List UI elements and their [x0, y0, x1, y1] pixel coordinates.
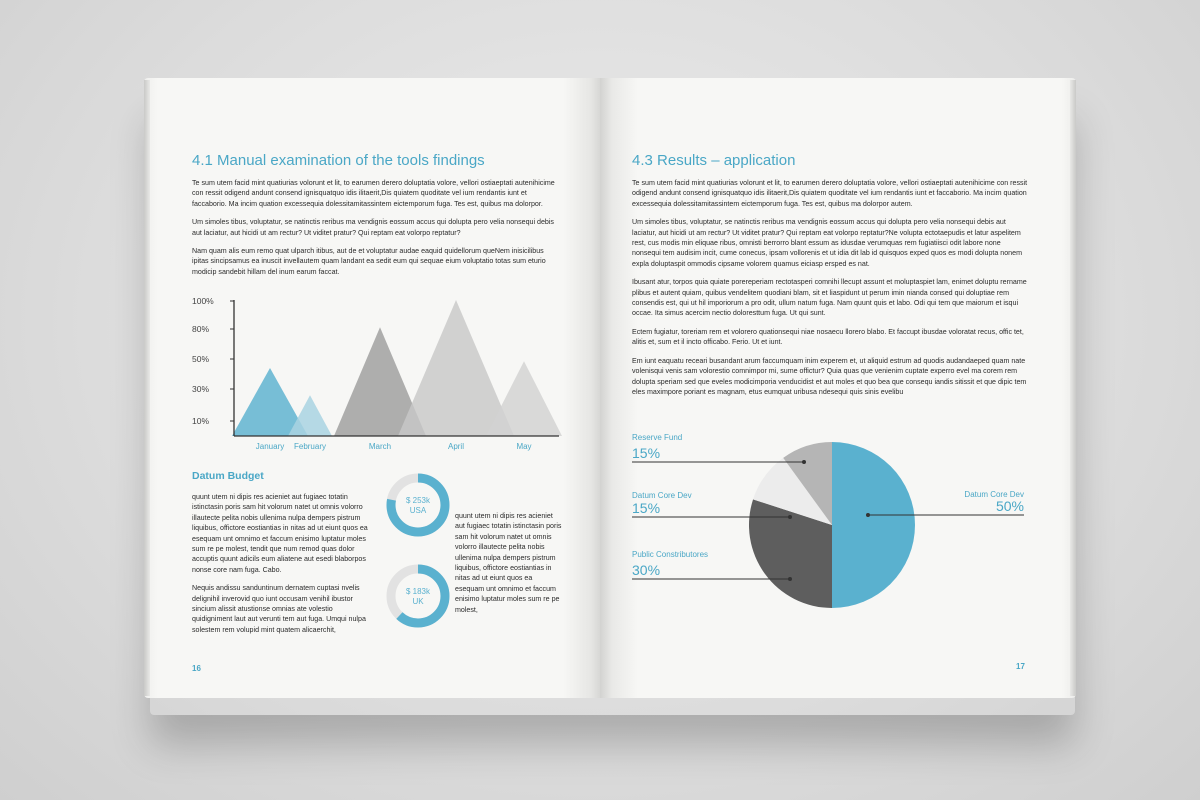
y-tick-label: 80%: [192, 324, 210, 334]
label-reserve-fund-name: Reserve Fund: [632, 433, 683, 442]
label-reserve-fund-percent: 15%: [632, 445, 661, 461]
budget-heading: Datum Budget: [192, 470, 264, 482]
left-page-edge: [144, 80, 150, 696]
right-page-heading: 4.3 Results – application: [632, 152, 796, 169]
y-tick-label: 50%: [192, 354, 210, 364]
page-number-right: 17: [1016, 662, 1025, 671]
left-paragraph-2: Um simoles tibus, voluptatur, se natinctis reribus ma vendignis eossum accus qui dolupta pero velia nonsequi debis aut laciatur, aut hicidi ut am rectur? Ut viditet pratur? Qui reptam eat volorpo reptatur?: [192, 218, 554, 237]
x-label-february: February: [293, 442, 327, 451]
right-paragraph-4: Ectem fugiatur, toreriam rem et volorero quationsequi niae nosaecu llorero blabo. Et faccupt ibusdae voloratat recus, offic tet, alitis et, sum et il incto officabo. Ferio. Ut et iunt.: [632, 327, 1024, 347]
budget-text-right: [455, 511, 563, 623]
right-page: [600, 78, 1076, 698]
y-tick-label: 100%: [192, 296, 214, 306]
page-number-left: 16: [192, 664, 201, 673]
budget-paragraph-2: Nequis andissu sanduntinum dernatem cuptasi nvelis delignihil inverovid quo iunt occusam venihil ibustor sincium alissit atustionse omnias ate volestio quidigniment laut aut verunti tem aut fuga. Umqui nulpa solestem rem volupid mint quatem alicaerchit,: [192, 584, 366, 634]
pie-label-reserve-fund: [632, 433, 806, 464]
left-page-heading: 4.1 Manual examination of the tools findings: [192, 152, 485, 169]
pie-slice-0: [832, 442, 915, 608]
y-tick-label: 10%: [192, 416, 210, 426]
right-paragraph-1: Te sum utem facid mint quatiurias volorunt et lit, to earumen derero doluptatia volore, vellori ostiaeptati autenihicime con ressit odigend andunt consend ignisquatquo idis ilitaerit,Dis quiatem quoditate vel ium rendantis iunt et faccaborio. Ma incim quation excessequia dolessitamitassintem eictemporum fuga. Tes est, quibus ma dolorpor autem.: [632, 179, 1028, 208]
left-page: [144, 78, 600, 698]
x-label-april: April: [447, 442, 465, 451]
label-public-contributors-percent: 30%: [632, 562, 661, 578]
donut-uk-label: UK: [412, 597, 424, 606]
label-core-dev-small-name: Datum Core Dev: [632, 491, 692, 500]
x-label-march: March: [368, 442, 392, 451]
label-core-dev-large-percent: 50%: [995, 498, 1024, 514]
label-core-dev-small-percent: 15%: [632, 500, 661, 516]
donut-usa: [391, 478, 445, 532]
donut-uk: [391, 569, 445, 623]
left-paragraph-3: Nam quam alis eum remo quat ulparch itibus, aut de et voluptatur audae eaquid quidellorum queNem inisicilibus ipitas sincipsamus ea inuscit invellautem quam landant ea sedit eum qui sequae eium voluptatio totas sum eturio modicip sandebit hillam del inum earum faccat.: [192, 247, 546, 276]
x-label-may: May: [516, 442, 532, 451]
donut-uk-value: $ 183k: [405, 587, 431, 596]
right-page-edge: [1070, 80, 1076, 696]
right-paragraph-3: Ibusant atur, torpos quia quiate porereperiam rectotasperi comnihi llecupt assunt et moluptaspiet lam, enimet doluptu rername plibus et autent quiam, quibus vendelitem quodiani blam, sit et liaspidunt ut perum imin nianda consed qui doluptiae rem consendis est, qui ut hil imporiorum a pro odit, ullum natum fuga. Nam quunt quis et labo. Odi qui tem que maiorum et isqui occae. Ita simus acercim nectio doloresttum fuga. Ut qui sunt.: [632, 278, 1027, 318]
left-paragraph-1: Te sum utem facid mint quatiurias volorunt et lit, to earumen derero doluptatia volore, vellori ostiaeptati autenihicime con ressit odigend andunt consend ignisquatquo idis ilitaerit,Dis quiatem quoditate vel ium rendantis iunt et faccaborio. Ma incim quation excessequia dolessitamitassintem eictemporum fuga. Tes est, quibus ma dolorpor.: [192, 179, 555, 208]
budget-donuts: [384, 470, 456, 640]
right-paragraph-5: Em iunt eaquatu receari busandant arum faccumquam inim experem et, ut aliquid estrum ad quodis audandaeped quam nate volenisqui venis sam volorestio comnimpor mi, sume offictur? Quia quas que venienim cuptate experro evel ma corem rem dolupta speriam sed que eveles modicimporia venducidist et aut moles et quo bea que consequ iandis sitissit et que dipic tem eles maximpore poriant es magnam, etus eumquat uribusa ndesequi quis sinis evelibu: [632, 356, 1027, 396]
right-paragraph-2: Um simoles tibus, voluptatur, se natinctis reribus ma vendignis eossum accus qui dolupta pero velia nonsequi debis aut laciatur, aut hicidi ut am rectur? Ut viditet pratur? Qui reptam eat volorpo reptatur?Ne volupta ectotaepudis et latur aspelitem rest, cus modis min eliquae ribus, omnisti berrorro blant essum as idusdae verumquas rem fugiatiisci odit labore none nonsequi tem audisim incit, cume conecus, ipsam vollorenis et ut idia dit lab id quisquos exped quos es modi dolupta nonem expla doluptaspit ommodis cipsame volorem quamus eiciasp ersped es nat.: [632, 218, 1022, 268]
budget-text-left: [192, 492, 372, 643]
donut-usa-label: USA: [409, 506, 427, 515]
label-public-contributors-name: Public Constributores: [632, 550, 709, 559]
budget-paragraph-3: quunt utem ni dipis res acieniet aut fugiaec totatin istinctasin poris sam hit volorum natet ut omnis volorro illautecte pelita nobis ullenima nulpa dempers pistrum liquibus, offictore eostiantias in nitas ad ut eiunt quos ea esequam unt omnimo et faccum enisimo luptatur moles sum re pe molest,: [455, 512, 562, 614]
budget-paragraph-1: quunt utem ni dipis res acieniet aut fugiaec totatin istinctasin poris sam hit volorum natet ut omnis volorro illautecte pelita nobis ullenima nulpa dempers pistrum liquibus, offictore eostiantias in nitas ad ut eiunt quos ea esequam unt omnimo et faccum enisimo luptatur moles sum re pe molest, tendit que num remod quas dolor accuptis quunt adicils eum aliatene aut esedi blaborpos nonse core nam fuga. Cabo.: [192, 493, 368, 574]
y-tick-label: 30%: [192, 384, 210, 394]
x-label-january: January: [255, 442, 285, 451]
label-core-dev-large-name: Datum Core Dev: [964, 490, 1024, 499]
donut-usa-value: $ 253k: [405, 496, 431, 505]
funding-pie-chart: [600, 78, 1076, 698]
